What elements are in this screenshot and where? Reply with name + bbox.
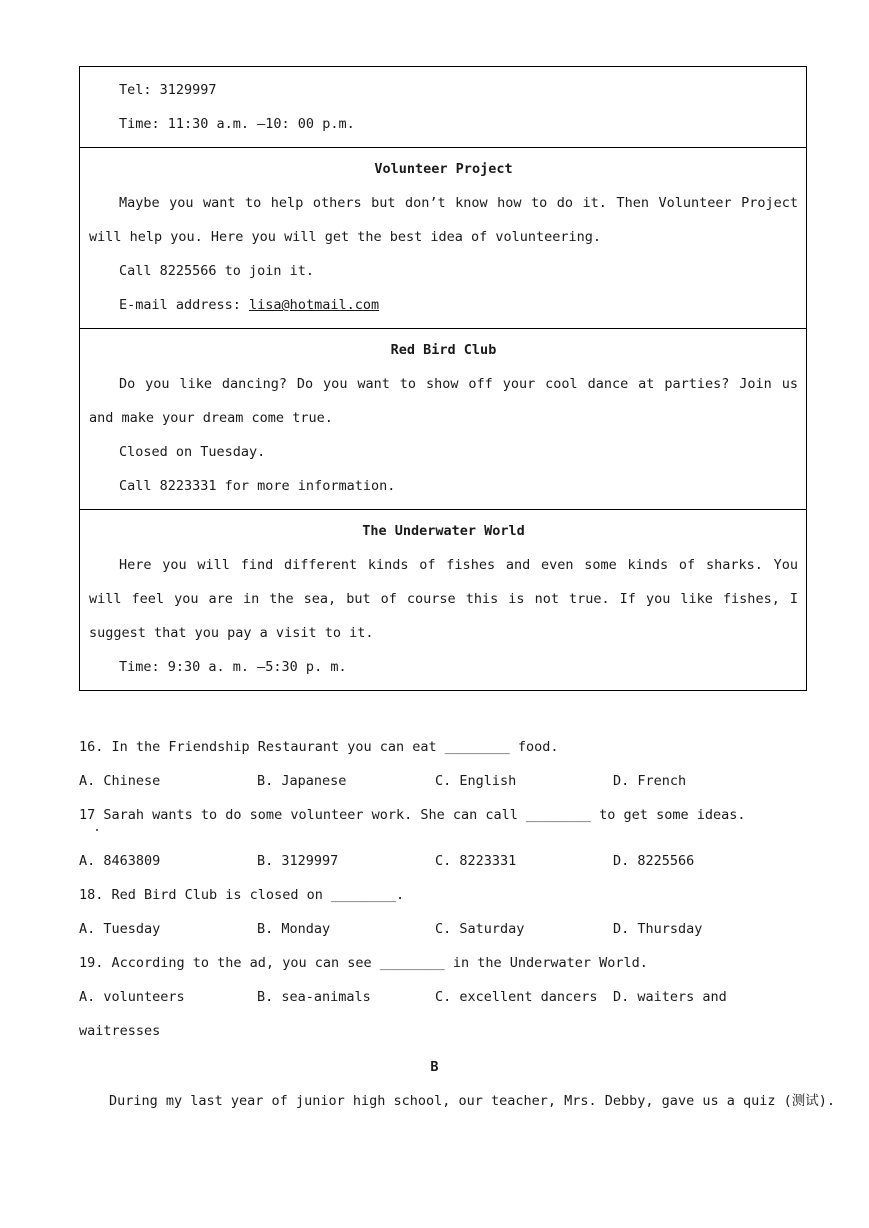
question-stem: 16. In the Friendship Restaurant you can eat ________ food. [79, 739, 559, 755]
option-a[interactable]: A. 8463809 [79, 853, 161, 869]
option-b[interactable]: B. 3129997 [257, 853, 339, 869]
red-bird-paragraph: Do you like dancing? Do you want to show off your cool dance at parties? Join us and make your dream come true. [89, 376, 798, 426]
option-d-continuation: waitresses [79, 1023, 161, 1039]
option-c[interactable]: C. Saturday [435, 921, 525, 937]
option-a[interactable]: A. volunteers [79, 989, 185, 1005]
stray-dot-mark [96, 829, 98, 831]
option-a[interactable]: A. Tuesday [79, 921, 161, 937]
underwater-paragraph: Here you will find different kinds of fishes and even some kinds of sharks. You will feel you are in the sea, but of course this is not true. If you like fishes, I suggest that you pay a visit to it. [89, 557, 798, 641]
option-b[interactable]: B. Monday [257, 921, 331, 937]
option-d[interactable]: D. waiters and [613, 989, 727, 1005]
option-c[interactable]: C. excellent dancers [435, 989, 598, 1005]
question-19 [79, 946, 809, 1048]
underwater-cell [80, 514, 806, 690]
option-d[interactable]: D. 8225566 [613, 853, 695, 869]
red-bird-closed: Closed on Tuesday. [119, 444, 266, 460]
volunteer-paragraph: Maybe you want to help others but don’t know how to do it. Then Volunteer Project will help you. Here you will get the best idea of volunteering. [89, 195, 798, 245]
volunteer-cell [80, 152, 806, 329]
option-b[interactable]: B. Japanese [257, 773, 347, 789]
section-b-heading: B [430, 1059, 439, 1075]
volunteer-title: Volunteer Project [374, 161, 513, 177]
red-bird-cell [80, 333, 806, 510]
restaurant-cell [80, 67, 806, 148]
question-stem: 19. According to the ad, you can see ________ in the Underwater World. [79, 955, 648, 971]
answer-options [79, 764, 809, 798]
volunteer-email-line [89, 288, 798, 322]
answer-options [79, 912, 809, 946]
question-17 [79, 798, 809, 878]
question-stem: 17 Sarah wants to do some volunteer work. She can call ________ to get some ideas. [79, 807, 746, 823]
option-b[interactable]: B. sea-animals [257, 989, 371, 1005]
answer-options [79, 980, 809, 1014]
restaurant-time: Time: 11:30 a.m. —10: 00 p.m. [119, 116, 355, 132]
question-stem: 18. Red Bird Club is closed on ________. [79, 887, 405, 903]
question-list [79, 730, 809, 1048]
red-bird-call: Call 8223331 for more information. [119, 478, 396, 494]
question-18 [79, 878, 809, 946]
section-b-first-line: During my last year of junior high school, our teacher, Mrs. Debby, gave us a quiz (测试). [109, 1093, 835, 1109]
notice-board-table [79, 66, 807, 691]
red-bird-title: Red Bird Club [390, 342, 497, 358]
answer-options [79, 844, 809, 878]
volunteer-call: Call 8225566 to join it. [119, 263, 315, 279]
email-link[interactable]: lisa@hotmail.com [249, 297, 380, 313]
option-c[interactable]: C. 8223331 [435, 853, 517, 869]
option-d[interactable]: D. French [613, 773, 687, 789]
option-a[interactable]: A. Chinese [79, 773, 161, 789]
underwater-time: Time: 9:30 a. m. —5:30 p. m. [119, 659, 347, 675]
option-d[interactable]: D. Thursday [613, 921, 703, 937]
email-label: E-mail address: [119, 297, 250, 313]
option-c[interactable]: C. English [435, 773, 517, 789]
restaurant-tel: Tel: 3129997 [119, 82, 217, 98]
underwater-title: The Underwater World [362, 523, 525, 539]
question-16 [79, 730, 809, 798]
